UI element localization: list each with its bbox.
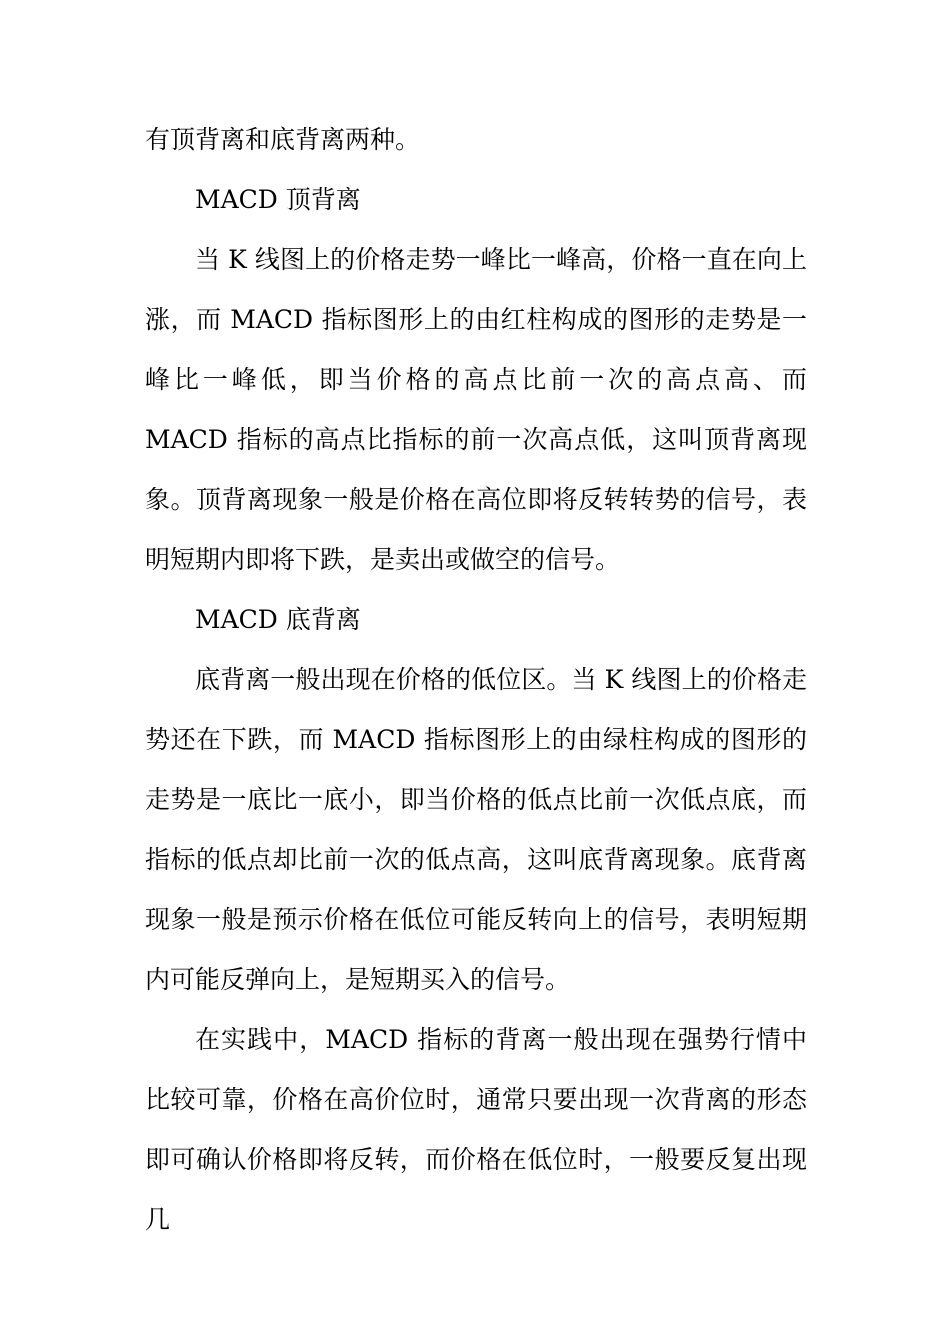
- paragraph-practice: 在实践中，MACD 指标的背离一般出现在强势行情中比较可靠，价格在高价位时，通常只要出现一次背离的形态即可确认价格即将反转，而价格在低位时，一般要反复出现几: [145, 1025, 807, 1234]
- document-body: [145, 110, 807, 1250]
- heading-macd-bottom-divergence: MACD 底背离: [195, 605, 361, 634]
- paragraph-bottom-divergence: 底背离一般出现在价格的低位区。当 K 线图上的价格走势还在下跌，而 MACD 指标图形上的由绿柱构成的图形的走势是一底比一底小，即当价格的低点比前一次低点底，而指标的低点却比前一次的低点高，这叫底背离现象。底背离现象一般是预示价格在低位可能反转向上的信号，表明短期内可能反弹向上，是短期买入的信号。: [145, 665, 807, 994]
- paragraph-top-divergence: 当 K 线图上的价格走势一峰比一峰高，价格一直在向上涨，而 MACD 指标图形上的由红柱构成的图形的走势是一峰比一峰低，即当价格的高点比前一次的高点高、而 MACD 指标的高点比指标的前一次高点低，这叫顶背离现象。顶背离现象一般是价格在高位即将反转转势的信号，表明短期内即将下跌，是卖出或做空的信号。: [145, 245, 807, 574]
- heading-macd-top-divergence: MACD 顶背离: [195, 185, 361, 214]
- paragraph-continuation: 有顶背离和底背离两种。: [145, 125, 421, 154]
